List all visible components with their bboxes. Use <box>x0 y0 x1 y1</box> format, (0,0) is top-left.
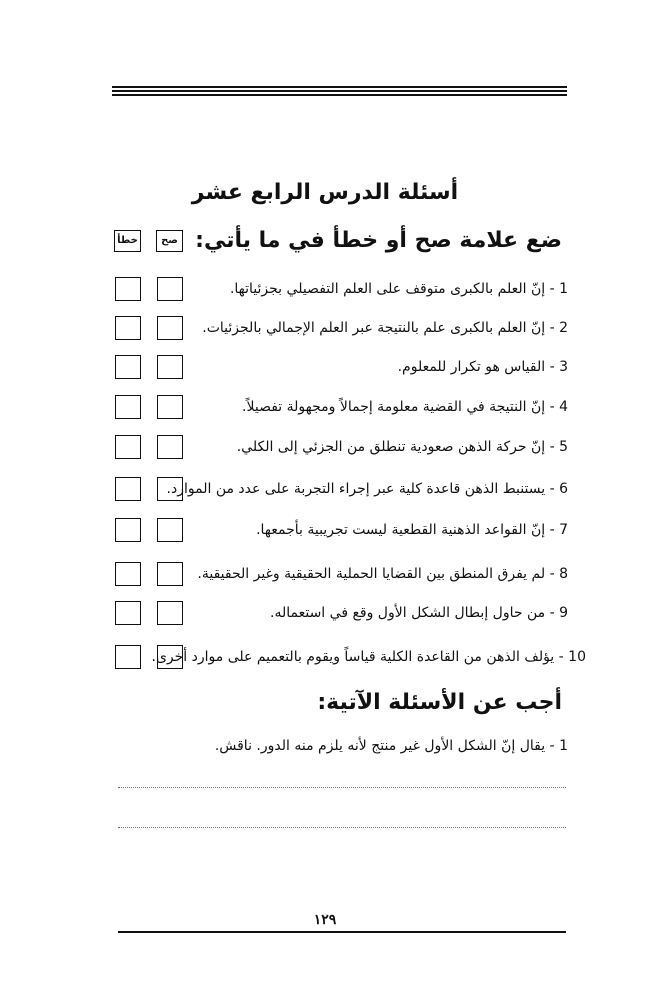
essay-section-title: أجب عن الأسئلة الآتية: <box>317 690 562 715</box>
wrong-header: خطأ <box>114 230 141 252</box>
page-number: ١٢٩ <box>313 912 337 928</box>
question-row <box>0 518 650 548</box>
question-row <box>0 395 650 425</box>
wrong-checkbox[interactable] <box>115 355 141 379</box>
question-row <box>0 562 650 592</box>
correct-checkbox[interactable] <box>157 316 183 340</box>
correct-checkbox[interactable] <box>157 277 183 301</box>
question-text: 8 - لم يفرق المنطق بين القضايا الحملية الحقيقية وغير الحقيقية. <box>197 566 568 582</box>
wrong-checkbox[interactable] <box>115 477 141 501</box>
wrong-checkbox[interactable] <box>115 562 141 586</box>
wrong-checkbox[interactable] <box>115 601 141 625</box>
wrong-checkbox[interactable] <box>115 316 141 340</box>
true-false-instruction: ضع علامة صح أو خطأ في ما يأتي: <box>195 228 562 253</box>
answer-dotted-line <box>118 787 566 788</box>
correct-checkbox[interactable] <box>157 435 183 459</box>
wrong-checkbox[interactable] <box>115 645 141 669</box>
wrong-checkbox[interactable] <box>115 395 141 419</box>
question-text: 4 - إنّ النتيجة في القضية معلومة إجمالاً ومجهولة تفصيلاً. <box>242 399 568 415</box>
question-text: 7 - إنّ القواعد الذهنية القطعية ليست تجريبية بأجمعها. <box>256 522 568 538</box>
question-row <box>0 477 650 507</box>
top-double-rule <box>112 86 567 98</box>
wrong-checkbox[interactable] <box>115 435 141 459</box>
correct-checkbox[interactable] <box>157 355 183 379</box>
question-row <box>0 316 650 346</box>
essay-question-text: 1 - يقال إنّ الشكل الأول غير منتج لأنه يلزم منه الدور. ناقش. <box>214 738 568 754</box>
question-row <box>0 601 650 631</box>
question-text: 5 - إنّ حركة الذهن صعودية تنطلق من الجزئي إلى الكلي. <box>236 439 568 455</box>
wrong-checkbox[interactable] <box>115 277 141 301</box>
question-text: 10 - يؤلف الذهن من القاعدة الكلية قياساً ويقوم بالتعميم على موارد أخرى. <box>151 649 586 665</box>
correct-checkbox[interactable] <box>157 518 183 542</box>
question-text: 2 - إنّ العلم بالكبرى علم بالنتيجة عبر العلم الإجمالي بالجزئيات. <box>202 320 568 336</box>
question-row <box>0 435 650 465</box>
correct-checkbox[interactable] <box>157 562 183 586</box>
bottom-rule <box>118 931 566 933</box>
correct-checkbox[interactable] <box>157 601 183 625</box>
question-text: 9 - من حاول إبطال الشكل الأول وقع في استعماله. <box>270 605 568 621</box>
question-text: 3 - القياس هو تكرار للمعلوم. <box>397 359 568 375</box>
answer-dotted-line <box>118 827 566 828</box>
correct-checkbox[interactable] <box>157 395 183 419</box>
question-row <box>0 277 650 307</box>
lesson-questions-title: أسئلة الدرس الرابع عشر <box>191 180 459 205</box>
wrong-checkbox[interactable] <box>115 518 141 542</box>
question-text: 1 - إنّ العلم بالكبرى متوقف على العلم التفصيلي بجزئياتها. <box>229 281 568 297</box>
question-row <box>0 355 650 385</box>
question-row <box>0 645 650 675</box>
correct-header: صح <box>156 230 183 252</box>
question-text: 6 - يستنبط الذهن قاعدة كلية عبر إجراء التجربة على عدد من الموارد. <box>166 481 568 497</box>
